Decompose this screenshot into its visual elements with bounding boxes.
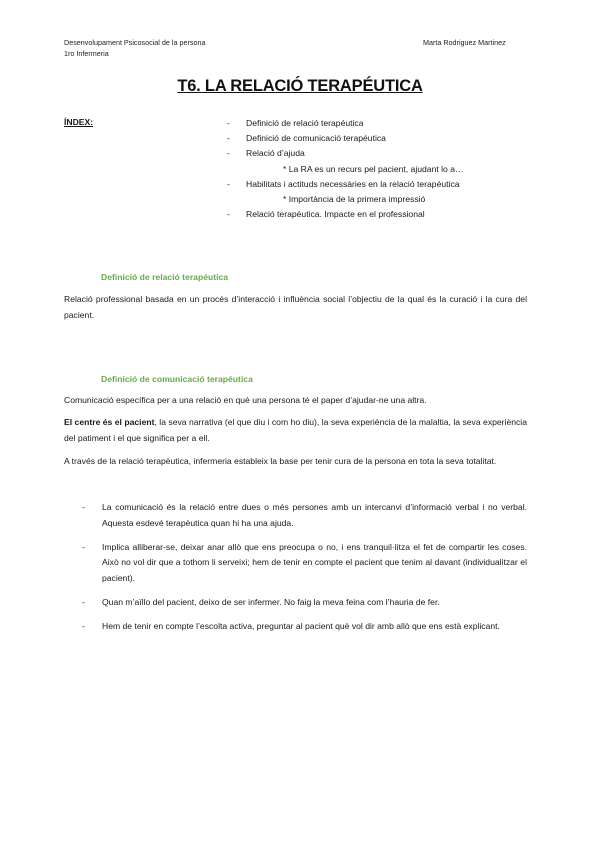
bullet-dash: -	[82, 620, 85, 631]
header-year: 1ro Infermeria	[64, 49, 109, 58]
index-dash: -	[227, 133, 230, 144]
section-heading-relacio: Definició de relació terapéutica	[101, 272, 229, 282]
section-paragraph: Comunicació específica per a una relació en què una persona té el paper d’ajudar-ne una altra.	[64, 395, 427, 405]
index-dash: -	[227, 209, 230, 220]
index-item-text: Definició de relació terapéutica	[246, 118, 364, 128]
bullet-item	[64, 595, 527, 611]
bullet-dash: -	[82, 502, 85, 512]
section-paragraph: Relació professional basada en un procés d’interacció i influència social l’objectiu de la qual és la curació i la cura del pacient.	[64, 294, 527, 320]
index-item-text: Habilitats i actituds necessàries en la relació terapéutica	[246, 178, 460, 189]
index-subitem-text: * Importància de la primera impressió	[283, 193, 426, 204]
bullet-text: La comunicació és la relació entre dues o més persones amb un intercanvi d’informació verbal i no verbal. Aquesta esdevé terapèutica quan hi ha una ajuda.	[102, 502, 527, 528]
paragraph-text: , la seva narrativa (el que diu i com ho diu), la seva experiència de la malaltia, la seva experiència del patiment i el que significa per a ell.	[64, 417, 527, 443]
index-dash: -	[227, 178, 230, 189]
emphasis-text: El centre és el pacient	[64, 417, 155, 427]
index-dash: -	[227, 148, 230, 159]
bullet-item	[64, 500, 527, 532]
header-course: Desenvolupament Psicosocial de la persona	[64, 38, 206, 47]
index-item-text: Relació terapéutica. Impacte en el professional	[246, 209, 425, 220]
page-header-left	[64, 37, 205, 59]
index-item-text: Relació d’ajuda	[246, 148, 305, 159]
page-title: T6. LA RELACIÓ TERAPÉUTICA	[177, 77, 423, 95]
header-author: Marta Rodriguez Martinez	[423, 38, 506, 47]
section-paragraph: A través de la relació terapèutica, infermeria estableix la base per tenir cura de la persona en tota la seva totalitat.	[64, 456, 497, 466]
index-label: ÍNDEX:	[64, 117, 94, 127]
index-item-text: Definició de comunicació terapéutica	[246, 133, 386, 144]
bullet-list	[64, 500, 527, 643]
index-dash: -	[227, 118, 230, 128]
bullet-dash: -	[82, 541, 85, 552]
bullet-item	[64, 540, 527, 587]
section-heading-comunicacio: Definició de comunicació terapéutica	[101, 374, 253, 384]
bullet-text: Quan m’aïllo del pacient, deixo de ser infermer. No faig la meva feina com l’hauria de fer.	[102, 596, 440, 607]
bullet-dash: -	[82, 596, 85, 607]
bullet-item	[64, 619, 527, 635]
bullet-text: Implica alliberar-se, deixar anar allò que ens preocupa o no, i ens tranquil·litza el fet de compartir les coses. Això no vol dir que a tothom li serveixi; hem de tenir en compte el pacient que tenim al davant (individualitzar el pacient).	[102, 541, 527, 584]
bullet-text: Hem de tenir en compte l’escolta activa, preguntar al pacient què vol dir amb allò que ens està explicant.	[102, 620, 500, 631]
section-paragraph	[64, 415, 527, 447]
index-subitem-text: * La RA es un recurs pel pacient, ajudant lo a…	[283, 163, 464, 174]
